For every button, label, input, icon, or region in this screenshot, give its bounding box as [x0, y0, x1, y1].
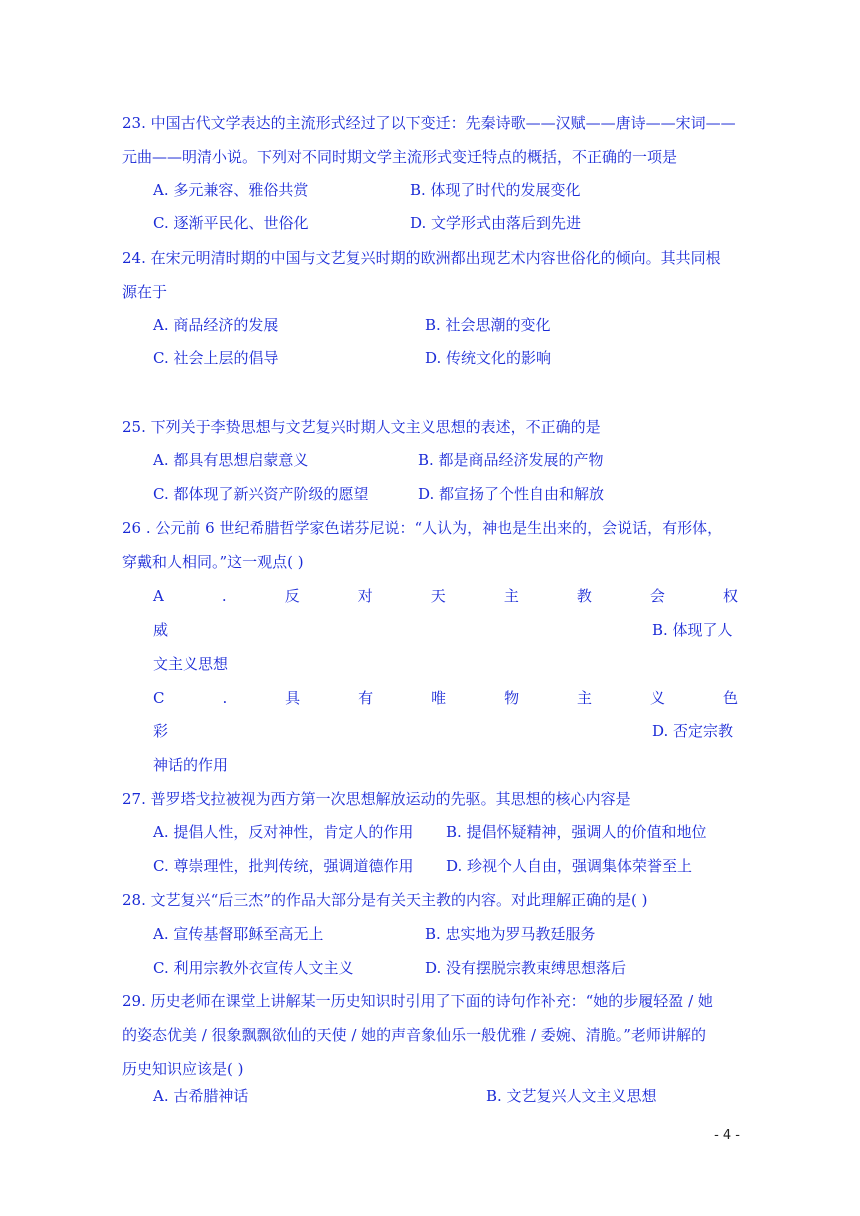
q23-option-c: C. 逐渐平民化、世俗化	[153, 214, 309, 232]
q23-option-d: D. 文学形式由落后到先进	[410, 214, 582, 232]
q26-option-b-tail: 文主义思想	[153, 655, 229, 673]
q24-option-a: A. 商品经济的发展	[153, 316, 279, 334]
q26-c-char: 色	[722, 689, 738, 707]
q24-option-b: B. 社会思潮的变化	[425, 316, 551, 334]
page-number: - 4 -	[714, 1128, 740, 1143]
q26-a-char: 权	[722, 587, 738, 605]
q27-option-a: A. 提倡人性，反对神性，肯定人的作用	[153, 823, 414, 841]
q26-c-char: 义	[650, 689, 666, 707]
q26-c-char: 主	[577, 689, 593, 707]
q25-option-c: C. 都体现了新兴资产阶级的愿望	[153, 485, 369, 503]
q26-a-char: 主	[503, 587, 519, 605]
q27-option-c: C. 尊崇理性，批判传统，强调道德作用	[153, 857, 414, 875]
q26-a-char: 教	[576, 587, 592, 605]
q26-a-char: 会	[649, 587, 665, 605]
q29-stem-line2: 的姿态优美 / 很象飘飘欲仙的天使 / 她的声音象仙乐一般优雅 / 委婉、清脆。”老师讲解的	[122, 1026, 706, 1044]
q26-c-char: 具	[285, 689, 301, 707]
q26-a-char: .	[221, 587, 227, 605]
q28-stem: 28. 文艺复兴“后三杰”的作品大部分是有关天主教的内容。对此理解正确的是( )	[122, 891, 648, 909]
q25-stem: 25. 下列关于李贽思想与文艺复兴时期人文主义思想的表述，不正确的是	[122, 418, 601, 436]
q26-stem-line1: 26 . 公元前 6 世纪希腊哲学家色诺芬尼说：“人认为，神也是生出来的，会说话，有形体，	[122, 519, 723, 537]
q26-option-a-tail: 威	[153, 621, 169, 639]
q24-option-d: D. 传统文化的影响	[425, 349, 552, 367]
q27-stem: 27. 普罗塔戈拉被视为西方第一次思想解放运动的先驱。其思想的核心内容是	[122, 790, 631, 808]
q26-c-char: C	[153, 689, 165, 707]
q23-option-a: A. 多元兼容、雅俗共赏	[153, 181, 309, 199]
q23-option-b: B. 体现了时代的发展变化	[410, 181, 581, 199]
q24-option-c: C. 社会上层的倡导	[153, 349, 279, 367]
q24-stem-line1: 24. 在宋元明清时期的中国与文艺复兴时期的欧洲都出现艺术内容世俗化的倾向。其共同根	[122, 249, 721, 267]
q26-a-char: 反	[284, 587, 300, 605]
q26-a-char: 天	[430, 587, 446, 605]
q28-option-d: D. 没有摆脱宗教束缚思想落后	[425, 959, 627, 977]
q28-option-a: A. 宣传基督耶稣至高无上	[153, 925, 324, 943]
q24-stem-line2: 源在于	[122, 283, 168, 301]
q26-c-char: 物	[504, 689, 520, 707]
q26-option-d-head: D. 否定宗教	[652, 722, 734, 740]
q26-option-d-tail: 神话的作用	[153, 756, 229, 774]
q23-stem-line2: 元曲——明清小说。下列对不同时期文学主流形式变迁特点的概括，不正确的一项是	[122, 148, 678, 166]
q25-option-d: D. 都宣扬了个性自由和解放	[418, 485, 605, 503]
q26-c-char: 有	[358, 689, 374, 707]
q28-option-b: B. 忠实地为罗马教廷服务	[425, 925, 596, 943]
q26-a-char: 对	[357, 587, 373, 605]
q26-c-char: 唯	[431, 689, 447, 707]
q27-option-d: D. 珍视个人自由，强调集体荣誉至上	[446, 857, 693, 875]
q26-option-c-tail: 彩	[153, 722, 169, 740]
q26-option-c-justified	[153, 688, 738, 708]
q25-option-b: B. 都是商品经济发展的产物	[418, 451, 604, 469]
q26-c-char: .	[222, 689, 228, 707]
q26-a-char: A	[153, 587, 164, 605]
q23-stem-line1: 23. 中国古代文学表达的主流形式经过了以下变迁：先秦诗歌——汉赋——唐诗——宋词——	[122, 114, 736, 132]
q26-option-a-justified	[153, 586, 738, 606]
q29-option-b: B. 文艺复兴人文主义思想	[486, 1087, 657, 1105]
q29-stem-line3: 历史知识应该是( )	[122, 1060, 244, 1078]
q29-stem-line1: 29. 历史老师在课堂上讲解某一历史知识时引用了下面的诗句作补充：“她的步履轻盈 / 她	[122, 992, 713, 1010]
q25-option-a: A. 都具有思想启蒙意义	[153, 451, 309, 469]
q28-option-c: C. 利用宗教外衣宣传人文主义	[153, 959, 354, 977]
q26-stem-line2: 穿戴和人相同。”这一观点( )	[122, 553, 304, 571]
q29-option-a: A. 古希腊神话	[153, 1087, 249, 1105]
q26-option-b-head: B. 体现了人	[652, 621, 733, 639]
q27-option-b: B. 提倡怀疑精神，强调人的价值和地位	[446, 823, 707, 841]
